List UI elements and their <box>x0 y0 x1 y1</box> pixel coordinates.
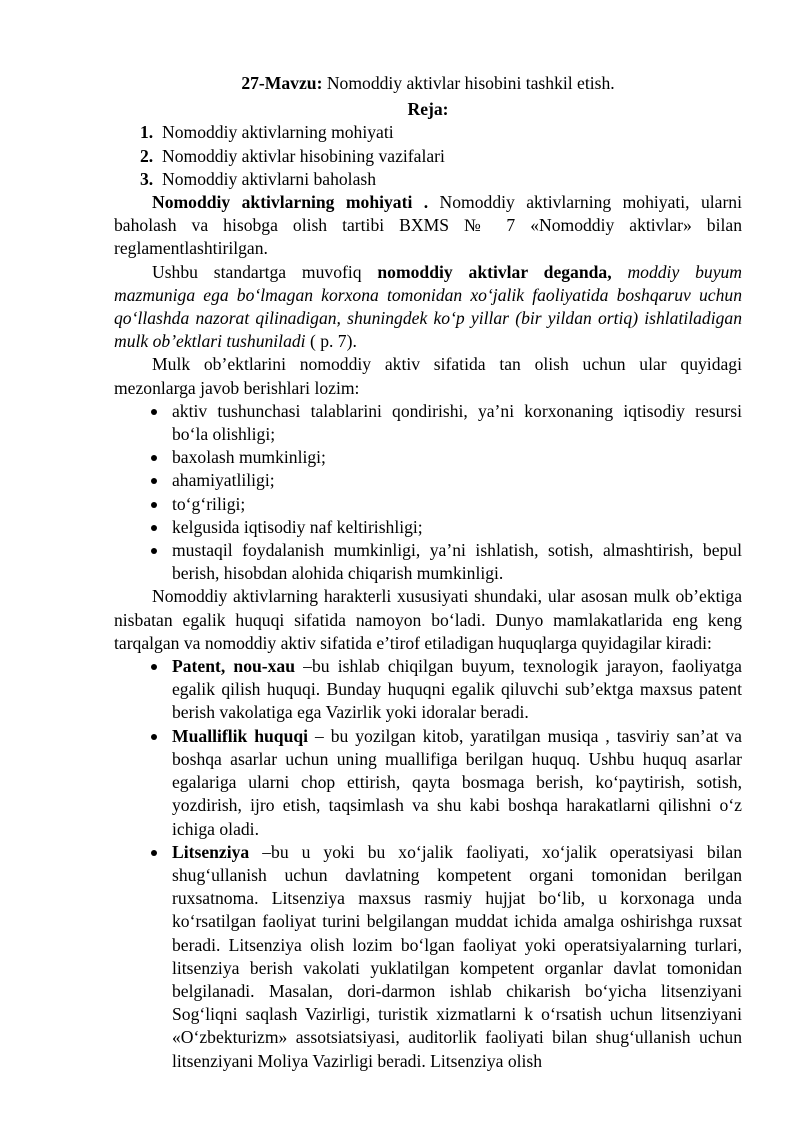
right-term: Patent, nou-xau <box>172 656 296 677</box>
list-item <box>114 539 742 585</box>
plan-item-text: Nomoddiy aktivlarning mohiyati <box>162 122 394 143</box>
right-text: –bu ishlab chiqilgan buyum, texnologik jarayon, faoliyatga egalik qilish huquqi. Bunday huquqni egalik qiluvchi sub’ektga maxsus patent berish vakolatiga ega Vazirlik yoki idoralar beradi. <box>172 656 742 723</box>
bullet-icon <box>151 548 157 554</box>
bullet-icon <box>151 478 157 484</box>
plan-item-number: 1. <box>140 122 154 143</box>
topic-text: Nomoddiy aktivlar hisobini tashkil etish. <box>322 73 615 93</box>
list-item-text: to‘g‘riligi; <box>172 493 246 514</box>
definition-italic: moddiy buyum mazmuniga ega bo‘lmagan korxona tomonidan xo‘jalik faoliyatida boshqaruv uchun qo‘llashda nazorat qilinadigan, shuningdek ko‘p yillar (bir yildan ortiq) ishlatiladigan mulk ob’ektlari tushuniladi <box>114 261 743 352</box>
list-item <box>114 655 742 725</box>
list-item <box>114 469 742 492</box>
list-item-text: mustaqil foydalanish mumkinligi, ya’ni ishlatish, sotish, almashtirish, bepul berish, hisobdan alohida chiqarish mumkinligi. <box>172 540 742 584</box>
list-item <box>114 516 742 539</box>
right-term: Mualliflik huquqi <box>172 725 309 746</box>
list-item <box>114 446 742 469</box>
list-item-text: aktiv tushunchasi talablarini qondirishi, ya’ni korxonaning iqtisodiy resursi bo‘la olishligi; <box>172 400 742 445</box>
plan-item-text: Nomoddiy aktivlarni baholash <box>162 168 377 189</box>
bullet-icon <box>151 525 157 531</box>
definition-pre: Ushbu standartga muvofiq <box>152 261 378 282</box>
list-item <box>114 493 742 516</box>
plan-item <box>140 168 742 191</box>
bullet-icon <box>151 850 157 856</box>
list-item-text: kelgusida iqtisodiy naf keltirishligi; <box>172 516 423 537</box>
plan-item-number: 3. <box>140 168 154 189</box>
paragraph-rights-intro: Nomoddiy aktivlarning harakterli xususiyati shundaki, ular asosan mulk ob’ektiga nisbatan egalik huquqi sifatida namoyon bo‘ladi. Dunyo mamlakatlarida eng keng tarqalgan va nomoddiy aktiv sifatida e’tirof etiladigan huquqlarga quyidagilar kiradi: <box>114 586 742 653</box>
bullet-icon <box>151 455 157 461</box>
topic-label: 27-Mavzu: <box>241 73 323 93</box>
paragraph-essence <box>114 191 742 261</box>
right-text: –bu u yoki bu xo‘jalik faoliyati, xo‘jalik operatsiyasi bilan shug‘ullanish uchun davlatning kompetent organi tomonidan berilgan ruxsatnoma. Litsenziya maxsus rasmiy hujjat bo‘lib, u korxonaga unda ko‘rsatilgan faoliyat turini belgilangan muddat ichida amalga oshirishga ruxsat beradi. Litsenziya olish lozim bo‘lgan faoliyat yoki operatsiyalarning turlari, litsenziya berish vakolati yuklatilgan kompetent organlar davlat tomonidan belgilanadi. Masalan, dori-darmon ishlab chikarish bo‘yicha litsenziyani Sog‘liqni saqlash Vazirligi, turistik xizmatlarni k o‘rsatish uchun litsenziyani «O‘zbekturizm» assotsiatsiyasi, auditorlik faoliyati bilan shug‘ullanish uchun litsenziyani Moliya Vazirligi beradi. Litsenziya olish <box>172 841 742 1071</box>
plan-item-text: Nomoddiy aktivlar hisobining vazifalari <box>162 145 445 166</box>
right-term: Litsenziya <box>172 841 250 862</box>
list-item <box>114 400 742 446</box>
criteria-list <box>114 400 742 586</box>
plan-item-number: 2. <box>140 145 154 166</box>
list-item-text: ahamiyatliligi; <box>172 470 275 491</box>
definition-term: nomoddiy aktivlar deganda, <box>377 261 612 282</box>
list-item <box>114 841 742 1073</box>
paragraph-criteria-intro: Mulk ob’ektlarini nomoddiy aktiv sifatida tan olish uchun ular quyidagi mezonlarga javob berishlari lozim: <box>114 354 742 398</box>
plan-item <box>140 121 742 144</box>
topic-heading <box>114 72 742 95</box>
definition-post: ( p. 7). <box>305 331 357 352</box>
right-text: – bu yozilgan kitob, yaratilgan musiqa , tasviriy san’at va boshqa asarlar uchun uning muallifiga berilgan huquq. Ushbu huquq asarlar egalariga ularni chop ettirish, qayta bosmaga berish, ko‘paytirish, sotish, yozdirish, ijro etish, taqsimlash va shu kabi boshqa harakatlarni qilishni o‘z ichiga oladi. <box>172 725 742 839</box>
plan-heading: Reja: <box>407 99 449 120</box>
bullet-icon <box>151 409 157 415</box>
list-item-text: baxolash mumkinligi; <box>172 447 326 468</box>
paragraph-definition <box>114 261 742 354</box>
plan-item <box>140 145 742 168</box>
bullet-icon <box>151 664 157 670</box>
rights-list <box>114 655 742 1073</box>
bullet-icon <box>151 502 157 508</box>
list-item <box>114 725 742 841</box>
essence-text: Nomoddiy aktivlarning mohiyati, ularni baholash va hisobga olish tartibi BXMS № 7 «Nomoddiy aktivlar» bilan reglamentlashtirilgan. <box>114 192 742 259</box>
plan-list <box>114 121 742 191</box>
bullet-icon <box>151 734 157 740</box>
essence-heading: Nomoddiy aktivlarning mohiyati . <box>152 192 429 213</box>
